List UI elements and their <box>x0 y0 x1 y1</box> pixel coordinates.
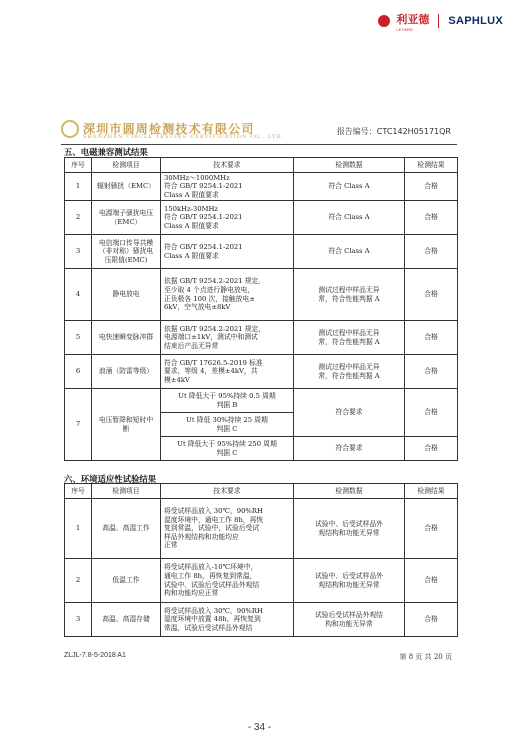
row-requirement <box>161 201 294 235</box>
row-item-line: 浪涌（防雷等级） <box>98 367 154 376</box>
row-item-line: 高温、高湿存储 <box>102 615 150 624</box>
doc-code: ZLJL-7.8-5-2018 A1 <box>64 652 126 659</box>
row-item <box>92 559 161 603</box>
row-data <box>294 389 405 437</box>
row-item-line: 辐射骚扰（EMC） <box>97 182 155 191</box>
row-result: 合格 <box>405 437 458 461</box>
row-requirement-line: 符合 GB/T 9254.1-2021 <box>164 213 243 222</box>
row-result: 合格 <box>405 603 458 637</box>
row-number: 6 <box>65 355 92 389</box>
row-requirement-line: 至少取 4 个点进行静电放电， <box>164 285 255 294</box>
table-row <box>65 559 458 603</box>
row-requirement-line: 符合 GB/T 9254.1-2021 <box>164 182 243 191</box>
row-item <box>92 235 161 269</box>
header-result: 检测结果 <box>405 158 458 173</box>
row-requirement-line: 通电工作 8h，再恢复到常温， <box>164 571 257 580</box>
header-item: 检测项目 <box>92 484 161 499</box>
table-row <box>65 389 458 413</box>
row-item <box>92 389 161 461</box>
header-data: 检测数据 <box>294 484 405 499</box>
row-data <box>294 321 405 355</box>
row-requirement-line: 判据 C <box>216 448 238 457</box>
table-row <box>65 499 458 559</box>
leyard-logo-icon <box>378 15 390 27</box>
row-requirement <box>161 559 294 603</box>
row-requirement-line: 符合 GB/T 9254.1-2021 <box>164 242 243 251</box>
row-item <box>92 603 161 637</box>
row-data-line: 试验中、后受试样品外 <box>315 571 383 580</box>
row-data-line: 构和功能无异常 <box>325 619 373 628</box>
top-bar <box>0 0 519 34</box>
row-data <box>294 355 405 389</box>
row-requirement-line: Ut 降低 30%持续 25 周期 <box>186 415 268 424</box>
row-requirement-line: 判据 B <box>216 400 238 409</box>
row-requirement-line: 构和功能均应正常 <box>164 589 219 598</box>
row-data-line: 符合 Class A <box>328 213 370 222</box>
row-item-line: 压限值(EMC) <box>104 255 148 264</box>
row-requirement-line: Ut 降低大于 95%持续 250 周期 <box>177 439 277 448</box>
row-requirement-line: 符合 GB/T 17626.5-2019 标准 <box>164 358 263 367</box>
page-number: - 34 - <box>247 722 272 733</box>
row-data-line: 常，符合性能判据 A <box>318 294 380 303</box>
company-name-en: SHENZHEN CIRCLE TESTING CERTIFICATION CO., LTD. <box>83 134 285 140</box>
table-row <box>65 603 458 637</box>
row-data-line: 符合要求 <box>335 444 363 453</box>
row-number: 7 <box>65 389 92 461</box>
row-item <box>92 173 161 201</box>
table-row <box>65 269 458 321</box>
row-data <box>294 603 405 637</box>
row-requirement <box>161 437 294 461</box>
row-item-line: 电快速瞬变脉冲群 <box>98 333 154 342</box>
header-no: 序号 <box>65 158 92 173</box>
row-requirement <box>161 499 294 559</box>
emc-section-title: 五、电磁兼容测试结果 <box>64 147 148 157</box>
row-requirement <box>161 173 294 201</box>
table-row <box>65 355 458 389</box>
header-no: 序号 <box>65 484 92 499</box>
row-number: 3 <box>65 235 92 269</box>
row-requirement-line: 150kHz-30MHz <box>164 204 219 213</box>
row-requirement-line: 判据 C <box>216 424 238 433</box>
row-result: 合格 <box>405 201 458 235</box>
row-requirement-line: Class A 限值要求 <box>164 221 219 230</box>
row-requirement-line: 样品外观结构和功能均应 <box>164 532 239 541</box>
report-number: 报告编号：CTC142H05171QR <box>336 127 451 136</box>
brand-separator <box>438 14 439 28</box>
brand <box>378 10 503 32</box>
brand-cn: 利亚德 <box>396 14 430 26</box>
row-data-line: 观结构和功能无异常 <box>318 528 380 537</box>
row-requirement-line: 正常 <box>164 541 178 550</box>
row-data-line: 观结构和功能无异常 <box>318 580 380 589</box>
row-data <box>294 437 405 461</box>
table-header-row <box>65 158 458 173</box>
row-requirement-line: 复到常温，试验中，试验后受试 <box>164 524 260 533</box>
row-requirement-line: 湿度环境中，通电工作 8h，再恢 <box>164 515 264 524</box>
row-requirement-line: 湿度环境中放置 48h，再恢复到 <box>164 615 261 624</box>
emc-table <box>64 157 458 461</box>
table-row <box>65 201 458 235</box>
row-number: 5 <box>65 321 92 355</box>
row-data-line: 试验后受试样品外观结 <box>315 610 383 619</box>
row-requirement-line: Class A 限值要求 <box>164 251 219 260</box>
row-item-line: 电压暂降和短时中 <box>98 415 154 424</box>
company-name-cn: 深圳市圆周检测技术有限公司 <box>83 122 255 136</box>
row-requirement <box>161 269 294 321</box>
row-item-line: 断 <box>122 424 130 433</box>
row-item-line: 电源端子骚扰电压 <box>98 208 154 217</box>
row-data-line: 测试过程中样品无异 <box>318 328 380 337</box>
row-requirement-line: 6kV，空气放电±8kV <box>164 303 231 312</box>
row-number: 3 <box>65 603 92 637</box>
page-indicator: 第 8 页 共 20 页 <box>399 653 452 661</box>
row-data-line: 符合要求 <box>335 408 363 417</box>
row-result: 合格 <box>405 321 458 355</box>
header-item: 检测项目 <box>92 158 161 173</box>
row-result: 合格 <box>405 355 458 389</box>
row-item <box>92 499 161 559</box>
row-requirement-line: 依据 GB/T 9254.2-2021 规定, <box>164 277 261 286</box>
row-requirement <box>161 413 294 437</box>
row-requirement-line: 模±4kV <box>164 375 190 384</box>
row-item-line: （EMC） <box>110 217 142 226</box>
row-data-line: 试验中、后受试样品外 <box>315 519 383 528</box>
row-requirement <box>161 321 294 355</box>
row-data-line: 符合 Class A <box>328 247 370 256</box>
row-number: 4 <box>65 269 92 321</box>
row-requirement-line: 30MHz～1000MHz <box>164 173 230 182</box>
row-result: 合格 <box>405 269 458 321</box>
table-row <box>65 173 458 201</box>
row-data-line: 常，符合性能判据 A <box>318 337 380 346</box>
row-requirement-line: 将受试样品放入 30℃，90%RH <box>164 606 263 615</box>
row-item-line: 低温工作 <box>112 576 140 585</box>
table-row <box>65 235 458 269</box>
row-item <box>92 321 161 355</box>
row-item-line: 静电放电 <box>112 290 140 299</box>
row-data-line: 测试过程中样品无异 <box>318 285 380 294</box>
row-data-line: 常，符合性能判据 A <box>318 371 380 380</box>
brand-en: SAPHLUX <box>448 15 503 27</box>
header-requirement: 技术要求 <box>161 484 294 499</box>
row-item-line: 电信端口传导共模 <box>98 238 154 247</box>
row-requirement-line: 常温，试验后受试样品外观结 <box>164 623 253 632</box>
company-logo-icon <box>61 120 79 138</box>
row-requirement-line: 电源端口±1kV，测试中和测试 <box>164 333 258 342</box>
row-number: 2 <box>65 201 92 235</box>
row-number: 1 <box>65 173 92 201</box>
header-rule <box>61 144 457 145</box>
row-data <box>294 269 405 321</box>
header-requirement: 技术要求 <box>161 158 294 173</box>
row-number: 2 <box>65 559 92 603</box>
row-number: 1 <box>65 499 92 559</box>
row-requirement-line: 将受试样品放入 30℃，90%RH <box>164 507 263 516</box>
row-data <box>294 173 405 201</box>
row-data-line: 符合 Class A <box>328 182 370 191</box>
row-data <box>294 235 405 269</box>
row-requirement-line: 要求，等级 4，差模±4kV，共 <box>164 367 258 376</box>
row-item <box>92 201 161 235</box>
row-item <box>92 355 161 389</box>
row-requirement-line: 结束后产品无异常 <box>164 341 219 350</box>
row-requirement-line: 依据 GB/T 9254.2-2021 规定， <box>164 324 266 333</box>
row-item-line: （非对称）骚扰电 <box>98 247 154 256</box>
row-data-line: 测试过程中样品无异 <box>318 362 380 371</box>
header-data: 检测数据 <box>294 158 405 173</box>
row-requirement <box>161 235 294 269</box>
row-item-line: 高温、高湿工作 <box>102 524 150 533</box>
table-header-row <box>65 484 458 499</box>
report-page <box>57 78 464 661</box>
row-result: 合格 <box>405 499 458 559</box>
row-requirement-line: Class A 限值要求 <box>164 190 219 199</box>
row-requirement <box>161 355 294 389</box>
row-requirement-line: Ut 降低大于 95%持续 0.5 周期 <box>178 391 276 400</box>
table-row <box>65 321 458 355</box>
row-result: 合格 <box>405 559 458 603</box>
row-requirement-line: 将受试样品放入-10℃环境中， <box>164 563 258 572</box>
row-result: 合格 <box>405 389 458 437</box>
env-table <box>64 483 458 637</box>
row-data <box>294 499 405 559</box>
row-requirement <box>161 603 294 637</box>
row-requirement <box>161 389 294 413</box>
row-requirement-line: 试验中、试验后受试样品外观结 <box>164 580 260 589</box>
header-result: 检测结果 <box>405 484 458 499</box>
brand-sub: LEYARD <box>396 27 414 32</box>
env-section-title: 六、环境适应性试验结果 <box>64 474 157 484</box>
row-requirement-line: 正负极各 100 次，接触放电± <box>164 294 255 303</box>
row-item <box>92 269 161 321</box>
row-result: 合格 <box>405 173 458 201</box>
row-data <box>294 559 405 603</box>
row-data <box>294 201 405 235</box>
row-result: 合格 <box>405 235 458 269</box>
brand-cn-block <box>396 10 429 32</box>
